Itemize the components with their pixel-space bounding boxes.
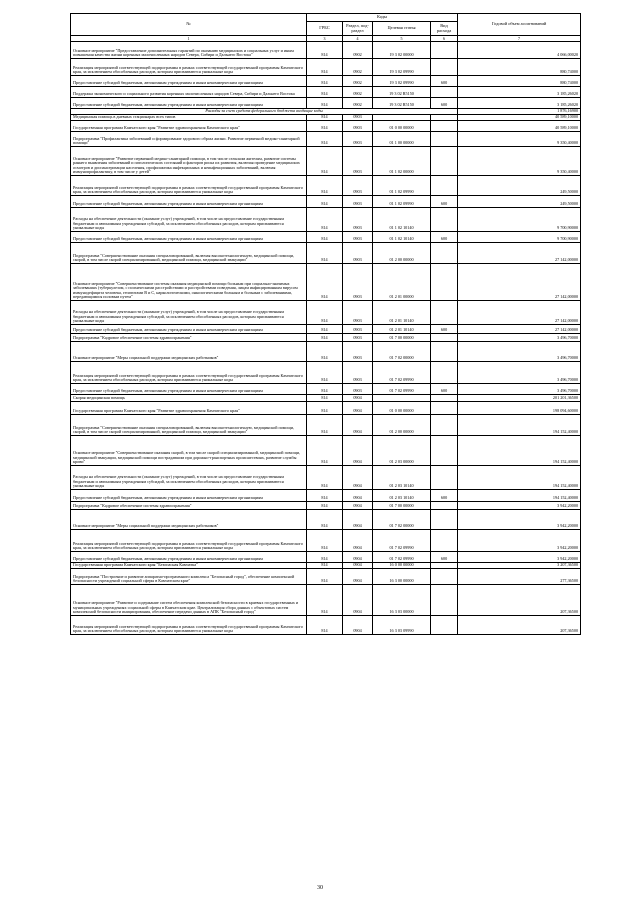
header-number: №: [71, 14, 307, 36]
table-row: [71, 301, 581, 325]
razdel-cell: 0904: [343, 490, 373, 502]
razdel-cell: 0903: [343, 176, 373, 196]
target-article-cell: 01 7 02 09990: [373, 362, 431, 384]
table-row: [71, 510, 581, 530]
sum-cell: 3 942,20000: [458, 552, 581, 563]
table-body: [71, 42, 581, 635]
razdel-cell: 0902: [343, 42, 373, 59]
grbs-cell: 814: [307, 264, 343, 301]
name-cell: Расходы на обеспечение деятельности (оказание услуг) учреждений, в том числе на предоставление государственным бюджетным и автономным учреждениям субсидий, за исключением обособленных расходов, которым присваиваются уникальные коды: [71, 301, 307, 325]
sum-cell: 3 185,26020: [458, 87, 581, 98]
razdel-cell: 0904: [343, 530, 373, 552]
name-cell: Реализация мероприятий соответствующей подпрограммы в рамках соответствующей государственной программы Камчатского края, за исключением обособленных расходов, которым присваиваются уникальные коды: [71, 59, 307, 76]
grbs-cell: 814: [307, 402, 343, 415]
target-article-cell: 01 7 02 09990: [373, 384, 431, 395]
table-row: [71, 243, 581, 264]
grbs-cell: 814: [307, 147, 343, 176]
name-cell: Основное мероприятие "Меры социальной поддержки медицинских работников": [71, 510, 307, 530]
header-annual-sum: Годовой объем ассигнований: [458, 14, 581, 36]
grbs-cell: 814: [307, 466, 343, 490]
sum-cell: 27 142,00000: [458, 301, 581, 325]
name-cell: Реализация мероприятий соответствующей подпрограммы в рамках соответствующей государственной программы Камчатского края, за исключением обособленных расходов, которым присваиваются уникальные коды: [71, 530, 307, 552]
target-article-cell: 01 7 02 09990: [373, 530, 431, 552]
target-article-cell: 01 1 02 09990: [373, 176, 431, 196]
target-article-cell: 19 3 02 R5150: [373, 98, 431, 109]
expense-type-cell: [431, 569, 458, 585]
sum-cell: 27 142,00000: [458, 264, 581, 301]
target-article-cell: 19 3 02 09990: [373, 76, 431, 87]
name-cell: Подпрограмма "Совершенствование оказания специализированной, включая высокотехнологичную, медицинской помощи, скорой, в том числе скорой специализированной, медицинской помощи, медицинской эвакуации": [71, 415, 307, 436]
grbs-cell: 814: [307, 334, 343, 342]
sum-cell: 3 942,20000: [458, 530, 581, 552]
table-row: [71, 76, 581, 87]
target-article-cell: 01 2 00 00000: [373, 415, 431, 436]
table-row: [71, 147, 581, 176]
sum-cell: 1 876,16900: [458, 109, 581, 115]
sum-cell: 3 942,20000: [458, 510, 581, 530]
name-cell: Предоставление субсидий бюджетным, автономным учреждениям и иным некоммерческим организациям: [71, 232, 307, 243]
target-article-cell: 01 2 01 10140: [373, 301, 431, 325]
index-cell: 1: [71, 36, 307, 42]
name-cell: Предоставление субсидий бюджетным, автономным учреждениям и иным некоммерческим организациям: [71, 490, 307, 502]
expense-type-cell: [431, 121, 458, 132]
name-cell: Государственная программа Камчатского края "Развитие здравоохранения Камчатского края": [71, 402, 307, 415]
target-article-cell: 16 0 00 00000: [373, 563, 431, 569]
grbs-cell: 814: [307, 176, 343, 196]
razdel-cell: 0902: [343, 98, 373, 109]
sum-cell: 194 152,40000: [458, 415, 581, 436]
razdel-cell: 0904: [343, 585, 373, 616]
expense-type-cell: [431, 243, 458, 264]
table-row: [71, 98, 581, 109]
name-cell: Медицинская помощь в дневных стационарах всех типов: [71, 115, 307, 121]
expense-type-cell: [431, 436, 458, 466]
grbs-cell: 814: [307, 59, 343, 76]
razdel-cell: 0904: [343, 569, 373, 585]
razdel-cell: 0903: [343, 196, 373, 208]
grbs-cell: 814: [307, 616, 343, 635]
razdel-cell: 0903: [343, 342, 373, 362]
razdel-cell: 0904: [343, 402, 373, 415]
budget-table: [70, 13, 581, 635]
sum-cell: 249,50000: [458, 176, 581, 196]
name-cell: Поддержка экономического и социального развития коренных малочисленных народов Севера, Сибири и Дальнего Востока: [71, 87, 307, 98]
expense-type-cell: [431, 264, 458, 301]
expense-type-cell: [431, 616, 458, 635]
name-cell: Расходы на обеспечение деятельности (оказание услуг) учреждений, в том числе на предоставление государственным бюджетным и автономным учреждениям субсидий, за исключением обособленных расходов, которым присваиваются уникальные коды: [71, 208, 307, 232]
grbs-cell: 814: [307, 208, 343, 232]
grbs-cell: 814: [307, 502, 343, 510]
expense-type-cell: [431, 132, 458, 147]
grbs-cell: 814: [307, 196, 343, 208]
sum-cell: 27 142,00000: [458, 243, 581, 264]
name-cell: Государственная программа Камчатского края "Безопасная Камчатка": [71, 563, 307, 569]
name-cell: Государственная программа Камчатского края "Развитие здравоохранения Камчатского края": [71, 121, 307, 132]
sum-cell: 194 152,40000: [458, 436, 581, 466]
target-article-cell: 01 1 02 00000: [373, 147, 431, 176]
razdel-cell: 0903: [343, 301, 373, 325]
razdel-cell: 0903: [343, 243, 373, 264]
sum-cell: 277,36500: [458, 569, 581, 585]
table-row: [71, 334, 581, 342]
sum-cell: 9 350,40000: [458, 132, 581, 147]
target-article-cell: 01 1 02 09990: [373, 196, 431, 208]
target-article-cell: 16 3 00 00000: [373, 569, 431, 585]
razdel-cell: 0902: [343, 76, 373, 87]
sum-cell: 3 496,70000: [458, 334, 581, 342]
name-cell: Предоставление субсидий бюджетным, автономным учреждениям и иным некоммерческим организациям: [71, 384, 307, 395]
header-expense-type: Вид расхода: [431, 22, 458, 36]
grbs-cell: 814: [307, 384, 343, 395]
target-article-cell: 01 2 01 10140: [373, 325, 431, 334]
sum-cell: 194 152,40000: [458, 466, 581, 490]
table-row: [71, 325, 581, 334]
expense-type-cell: [431, 502, 458, 510]
target-article-cell: 01 1 02 10140: [373, 232, 431, 243]
budget-sheet: [70, 13, 580, 635]
table-row: [71, 415, 581, 436]
expense-type-cell: 600: [431, 196, 458, 208]
grbs-cell: 814: [307, 563, 343, 569]
name-cell: Подпрограмма "Кадровое обеспечение системы здравоохранения": [71, 502, 307, 510]
table-row: [71, 121, 581, 132]
table-row: [71, 208, 581, 232]
index-cell: 6: [431, 36, 458, 42]
target-article-cell: 01 2 03 10140: [373, 490, 431, 502]
razdel-cell: 0904: [343, 395, 373, 402]
sum-cell: 201 201,36500: [458, 395, 581, 402]
razdel-cell: 0903: [343, 362, 373, 384]
table-row: [71, 402, 581, 415]
expense-type-cell: [431, 208, 458, 232]
expense-type-cell: [431, 510, 458, 530]
name-cell: Подпрограмма "Профилактика заболеваний и формирование здорового образа жизни. Развитие первичной медико-санитарной помощи": [71, 132, 307, 147]
grbs-cell: 814: [307, 121, 343, 132]
expense-type-cell: [431, 59, 458, 76]
expense-type-cell: [431, 585, 458, 616]
name-cell: Основное мероприятие "Совершенствование оказания скорой, в том числе скорой специализированной, медицинской помощи, медицинской эвакуации, медицинской помощи пострадавшим при дорожно-транспортных происшествиях, развитие службы крови": [71, 436, 307, 466]
index-cell: 5: [373, 36, 431, 42]
sum-cell: 27 142,00000: [458, 325, 581, 334]
table-row: [71, 42, 581, 59]
grbs-cell: 814: [307, 362, 343, 384]
expense-type-cell: [431, 87, 458, 98]
table-row: [71, 616, 581, 635]
grbs-cell: 814: [307, 490, 343, 502]
target-article-cell: 01 2 00 00000: [373, 243, 431, 264]
grbs-cell: 814: [307, 530, 343, 552]
name-cell: Реализация мероприятий соответствующей подпрограммы в рамках соответствующей государственной программы Камчатского края, за исключением обособленных расходов, которым присваиваются уникальные коды: [71, 362, 307, 384]
table-row: [71, 395, 581, 402]
razdel-cell: 0902: [343, 87, 373, 98]
sum-cell: 9 350,40000: [458, 147, 581, 176]
expense-type-cell: [431, 301, 458, 325]
grbs-cell: 814: [307, 436, 343, 466]
target-article-cell: 19 3 02 09990: [373, 59, 431, 76]
grbs-cell: 814: [307, 87, 343, 98]
table-row: [71, 362, 581, 384]
sum-cell: 40 589,10000: [458, 121, 581, 132]
expense-type-cell: 600: [431, 490, 458, 502]
expense-type-cell: [431, 147, 458, 176]
header-grbs: ГРБС: [307, 22, 343, 36]
expense-type-cell: 600: [431, 232, 458, 243]
sum-cell: 207,36500: [458, 585, 581, 616]
razdel-cell: 0903: [343, 121, 373, 132]
table-row: [71, 264, 581, 301]
expense-type-cell: 600: [431, 98, 458, 109]
sum-cell: 249,50000: [458, 196, 581, 208]
target-article-cell: 01 1 02 10140: [373, 208, 431, 232]
target-article-cell: 01 0 00 00000: [373, 402, 431, 415]
expense-type-cell: [431, 42, 458, 59]
name-cell: Предоставление субсидий бюджетным, автономным учреждениям и иным некоммерческим организациям: [71, 552, 307, 563]
expense-type-cell: [431, 415, 458, 436]
razdel-cell: 0903: [343, 384, 373, 395]
table-row: [71, 196, 581, 208]
grbs-cell: 814: [307, 325, 343, 334]
razdel-cell: 0903: [343, 147, 373, 176]
note-cell: Расходы за счет средств федерального бюджета входящие коды: [71, 109, 458, 115]
target-article-cell: 19 3 02 00000: [373, 42, 431, 59]
razdel-cell: 0903: [343, 334, 373, 342]
target-article-cell: 01 2 03 10140: [373, 466, 431, 490]
table-row: [71, 59, 581, 76]
target-article-cell: 01 7 00 00000: [373, 502, 431, 510]
name-cell: Реализация мероприятий соответствующей подпрограммы в рамках соответствующей государственной программы Камчатского края, за исключением обособленных расходов, которым присваиваются уникальные коды: [71, 616, 307, 635]
target-article-cell: 01 0 00 00000: [373, 121, 431, 132]
grbs-cell: 814: [307, 569, 343, 585]
expense-type-cell: [431, 176, 458, 196]
name-cell: Основное мероприятие "Совершенствование системы оказания медицинской помощи больным при социально-значимых заболеваниях (туберкулезом, с психическими расстройствами и расстройствами поведения, лицам инфицированным вирусом иммунодефицита человека, гепатитами В и С, наркологическими, онкологическими больным и больным с заболеваниями, передающимися половым путем": [71, 264, 307, 301]
name-cell: Предоставление субсидий бюджетным, автономным учреждениям и иным некоммерческим организациям: [71, 325, 307, 334]
index-cell: 3: [307, 36, 343, 42]
name-cell: Скорая медицинская помощь: [71, 395, 307, 402]
target-article-cell: 16 3 03 09990: [373, 616, 431, 635]
grbs-cell: 814: [307, 342, 343, 362]
sum-cell: 9 700,90000: [458, 232, 581, 243]
target-article-cell: 01 1 00 00000: [373, 132, 431, 147]
grbs-cell: 814: [307, 510, 343, 530]
grbs-cell: 814: [307, 132, 343, 147]
name-cell: Подпрограмма "Построение и развитие аппаратно-программного комплекса "Безопасный город", обеспечение комплексной безопасности учреждений социальной сферы в Камчатском крае": [71, 569, 307, 585]
table-row: [71, 87, 581, 98]
table-row: [71, 436, 581, 466]
razdel-cell: 0903: [343, 264, 373, 301]
name-cell: Основное мероприятие "Меры социальной поддержки медицинских работников": [71, 342, 307, 362]
table-row: [71, 530, 581, 552]
expense-type-cell: [431, 530, 458, 552]
razdel-cell: 0904: [343, 616, 373, 635]
grbs-cell: 814: [307, 98, 343, 109]
target-article-cell: 01 7 02 00000: [373, 342, 431, 362]
razdel-cell: 0904: [343, 502, 373, 510]
name-cell: Основное мероприятие "Развитие и содержание систем обеспечения комплексной безопасности в краевых государственных и муниципальных учреждениях социальной сферы в Камчатском крае. Централизация сбора данных с объектовых систем комплексной безопасности инициирования, обеспечение передачи данных в АПК "Безопасный город": [71, 585, 307, 616]
table-row: [71, 552, 581, 563]
table-row: [71, 466, 581, 490]
index-cell: 7: [458, 36, 581, 42]
sum-cell: 198 094,60000: [458, 402, 581, 415]
expense-type-cell: [431, 362, 458, 384]
target-article-cell: 01 7 02 00000: [373, 510, 431, 530]
target-article-cell: 01 2 01 00000: [373, 264, 431, 301]
index-cell: 4: [343, 36, 373, 42]
razdel-cell: 0903: [343, 132, 373, 147]
table-row: [71, 132, 581, 147]
razdel-cell: 0902: [343, 59, 373, 76]
expense-type-cell: [431, 466, 458, 490]
target-article-cell: 01 7 02 09990: [373, 552, 431, 563]
sum-cell: 3 496,70000: [458, 384, 581, 395]
grbs-cell: 814: [307, 301, 343, 325]
name-cell: Основное мероприятие "Развитие первичной медико-санитарной помощи, в том числе сельским жителям, развитие системы раннего выявления заболеваний и патологических состояний и факторов риска их развития, включая проведение медицинских осмотров и диспансеризации населения, профилактика инфекционных и неинфекционных заболеваний, включая иммунопрофилактику, в том числе у детей": [71, 147, 307, 176]
expense-type-cell: 600: [431, 76, 458, 87]
table-row: [71, 490, 581, 502]
sum-cell: 3 496,70000: [458, 342, 581, 362]
target-article-cell: 16 3 03 00000: [373, 585, 431, 616]
table-row: [71, 585, 581, 616]
razdel-cell: 0904: [343, 563, 373, 569]
razdel-cell: 0904: [343, 436, 373, 466]
razdel-cell: 0903: [343, 232, 373, 243]
sum-cell: 194 152,40000: [458, 490, 581, 502]
name-cell: Предоставление субсидий бюджетным, автономным учреждениям и иным некоммерческим организациям: [71, 76, 307, 87]
header-target-article: Целевая статья: [373, 22, 431, 36]
grbs-cell: 814: [307, 232, 343, 243]
target-article-cell: 19 3 02 R5150: [373, 87, 431, 98]
expense-type-cell: [431, 342, 458, 362]
page-number: 30: [317, 885, 323, 891]
sum-cell: 40 589,10000: [458, 115, 581, 121]
grbs-cell: 814: [307, 552, 343, 563]
expense-type-cell: 600: [431, 325, 458, 334]
expense-type-cell: 600: [431, 384, 458, 395]
name-cell: Подпрограмма "Совершенствование оказания специализированной, включая высокотехнологичную, медицинской помощи, скорой, в том числе скорой специализированной, медицинской помощи, медицинской эвакуации": [71, 243, 307, 264]
sum-cell: 3 185,26020: [458, 98, 581, 109]
grbs-cell: 814: [307, 585, 343, 616]
razdel-cell: 0904: [343, 510, 373, 530]
razdel-cell: 0904: [343, 415, 373, 436]
sum-cell: 4 066,00020: [458, 42, 581, 59]
razdel-cell: 0903: [343, 325, 373, 334]
name-cell: Основное мероприятие "Предоставление дополнительных гарантий по оказанию медицинских и социальных услуг и иным повышения качества жизни коренных малочисленных народов Севера, Сибири и Дальнего Востока": [71, 42, 307, 59]
name-cell: Предоставление субсидий бюджетным, автономным учреждениям и иным некоммерческим организациям: [71, 98, 307, 109]
table-row: [71, 342, 581, 362]
razdel-cell: 0904: [343, 466, 373, 490]
sum-cell: 9 700,90000: [458, 208, 581, 232]
target-article-cell: [373, 395, 431, 402]
sum-cell: 3 496,70000: [458, 362, 581, 384]
sum-cell: 880,74000: [458, 76, 581, 87]
grbs-cell: 814: [307, 415, 343, 436]
razdel-cell: 0904: [343, 552, 373, 563]
grbs-cell: 814: [307, 42, 343, 59]
header-codes: Коды: [307, 14, 458, 22]
grbs-cell: 814: [307, 76, 343, 87]
target-article-cell: 01 7 00 00000: [373, 334, 431, 342]
sum-cell: 3 207,36500: [458, 563, 581, 569]
razdel-cell: 0903: [343, 208, 373, 232]
table-row: [71, 176, 581, 196]
grbs-cell: 814: [307, 395, 343, 402]
target-article-cell: 01 2 03 00000: [373, 436, 431, 466]
name-cell: Предоставление субсидий бюджетным, автономным учреждениям и иным некоммерческим организациям: [71, 196, 307, 208]
table-row: [71, 384, 581, 395]
razdel-cell: 0903: [343, 115, 373, 121]
expense-type-cell: [431, 395, 458, 402]
grbs-cell: 814: [307, 115, 343, 121]
sum-cell: 880,74000: [458, 59, 581, 76]
name-cell: Расходы на обеспечение деятельности (оказание услуг) учреждений, в том числе на предоставление государственным бюджетным и автономным учреждениям субсидий, за исключением обособленных расходов, которым присваиваются уникальные коды: [71, 466, 307, 490]
sum-cell: 207,36500: [458, 616, 581, 635]
table-row: [71, 232, 581, 243]
name-cell: Подпрограмма "Кадровое обеспечение системы здравоохранения": [71, 334, 307, 342]
expense-type-cell: [431, 402, 458, 415]
expense-type-cell: 600: [431, 552, 458, 563]
table-row: [71, 502, 581, 510]
header-razdel: Раздел, под-раздел: [343, 22, 373, 36]
grbs-cell: 814: [307, 243, 343, 264]
expense-type-cell: [431, 334, 458, 342]
table-row: [71, 569, 581, 585]
sum-cell: 3 942,20000: [458, 502, 581, 510]
name-cell: Реализация мероприятий соответствующей подпрограммы в рамках соответствующей государственной программы Камчатского края, за исключением обособленных расходов, которым присваиваются уникальные коды: [71, 176, 307, 196]
